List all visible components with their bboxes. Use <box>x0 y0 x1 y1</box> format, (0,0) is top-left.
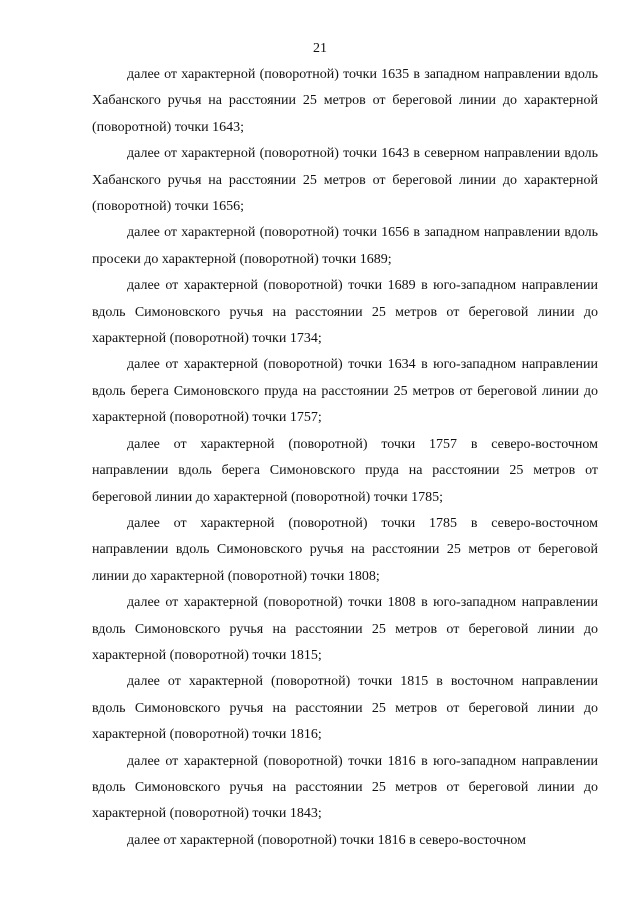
paragraph-3: далее от характерной (поворотной) точки 1656 в западном направлении вдоль просеки до характерной (поворотной) точки 1689; <box>92 225 598 267</box>
paragraph-7: далее от характерной (поворотной) точки 1785 в северо-восточном направлении вдоль Симоновского ручья на расстоянии 25 метров от береговой линии до характерной (поворотной) точки 1808; <box>92 515 598 584</box>
paragraph-6: далее от характерной (поворотной) точки 1757 в северо-восточном направлении вдоль берега Симоновского пруда на расстоянии 25 метров от береговой линии до характерной (поворотной) точки 1785; <box>92 436 598 505</box>
document-body <box>92 62 598 854</box>
paragraph-8: далее от характерной (поворотной) точки 1808 в юго-западном направлении вдоль Симоновского ручья на расстоянии 25 метров от береговой линии до характерной (поворотной) точки 1815; <box>92 595 598 663</box>
paragraph-1: далее от характерной (поворотной) точки 1635 в западном направлении вдоль Хабанского ручья на расстоянии 25 метров от береговой линии до характерной (поворотной) точки 1643; <box>92 67 598 135</box>
page-number: 21 <box>313 41 327 56</box>
paragraph-10: далее от характерной (поворотной) точки 1816 в юго-западном направлении вдоль Симоновского ручья на расстоянии 25 метров от береговой линии до характерной (поворотной) точки 1843; <box>92 753 598 822</box>
paragraph-9: далее от характерной (поворотной) точки 1815 в восточном направлении вдоль Симоновского ручья на расстоянии 25 метров от береговой линии до характерной (поворотной) точки 1816; <box>92 674 598 743</box>
paragraph-11: далее от характерной (поворотной) точки 1816 в северо-восточном <box>127 832 527 848</box>
paragraph-2: далее от характерной (поворотной) точки 1643 в северном направлении вдоль Хабанского ручья на расстоянии 25 метров от береговой линии до характерной (поворотной) точки 1656; <box>92 146 598 215</box>
paragraph-4: далее от характерной (поворотной) точки 1689 в юго-западном направлении вдоль Симоновского ручья на расстоянии 25 метров от береговой линии до характерной (поворотной) точки 1734; <box>92 278 598 347</box>
paragraph-5: далее от характерной (поворотной) точки 1634 в юго-западном направлении вдоль берега Симоновского пруда на расстоянии 25 метров от береговой линии до характерной (поворотной) точки 1757; <box>92 357 598 426</box>
